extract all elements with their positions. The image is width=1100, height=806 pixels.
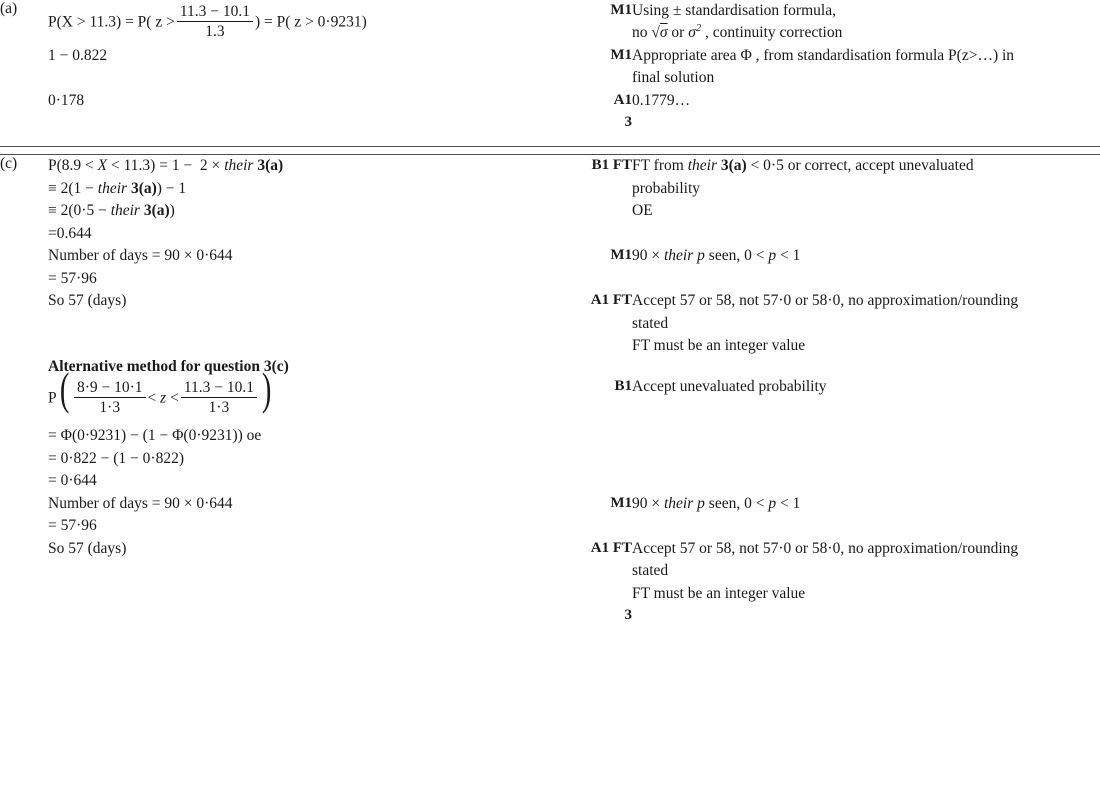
mark-total-cell [565, 605, 632, 639]
notes-cell [632, 538, 1100, 605]
mark-code: A1 FT [590, 292, 632, 309]
mark-cell [565, 290, 632, 357]
notes-cell-empty [632, 605, 1100, 639]
note-line: Appropriate area Φ , from standardisation formula P(z>…) in [632, 46, 1015, 64]
working-line: So 57 (days) [48, 292, 127, 310]
working-line: Number of days = 90 × 0·644 [48, 494, 233, 512]
mark-cell [565, 538, 632, 605]
working-line: =0.644 [48, 224, 92, 242]
fraction-denominator: 1.3 [205, 23, 225, 41]
part-label-a: (a) [0, 0, 18, 17]
notes-cell [632, 376, 1100, 493]
mark-code: A1 FT [590, 539, 632, 556]
fraction-denominator: 1·3 [99, 398, 121, 416]
working-line: = 0·822 − (1 − 0·822) [48, 449, 184, 467]
note-line: Accept unevaluated probability [632, 377, 827, 395]
note-line: Using ± standardisation formula, [632, 2, 836, 19]
notes-cell [632, 90, 1100, 112]
notes-cell [632, 245, 1100, 290]
separator-band [0, 146, 48, 155]
separator-mark [565, 146, 632, 155]
fraction-numerator: 8·9 − 10·1 [74, 379, 146, 398]
alternative-method-heading-cell [48, 358, 1100, 376]
alt-label-gap [0, 538, 48, 605]
mark-code: A1 [613, 91, 632, 108]
note-line: stated [632, 562, 669, 580]
working-line: = Φ(0·9231) − (1 − Φ(0·9231)) oe [48, 427, 262, 445]
table-row-total [0, 605, 1100, 639]
sqrt-sigma: √σ [651, 24, 668, 42]
notes-cell-empty [632, 112, 1100, 146]
working-line: ≡ 2(1 − their 3(a)) − 1 [48, 179, 187, 197]
note-line: FT must be an integer value [632, 584, 806, 602]
notes-cell [632, 155, 1100, 245]
mark-cell [565, 493, 632, 538]
separator-label-gap [0, 146, 48, 155]
mark-code: M1 [610, 494, 632, 511]
note-line: FT must be an integer value [632, 337, 806, 355]
table-row [0, 376, 1100, 493]
working-cell [48, 538, 565, 605]
note-line: 0.1779… [632, 91, 691, 109]
mark-code: M1 [610, 2, 632, 18]
note-line: final solution [632, 69, 715, 87]
working-line: 1 − 0.822 [48, 46, 108, 64]
note-line-sigma: no √σ or $\sigma^2$ , continuity correction [632, 23, 843, 42]
note-line: 90 × their p seen, 0 < p < 1 [632, 494, 801, 512]
mark-total: 3 [624, 607, 632, 624]
formula-suffix: ) = P( z > 0·9231) [255, 13, 367, 31]
sigma-squared: $\sigma^2$ [688, 23, 702, 42]
note-line: probability [632, 179, 701, 197]
alt-label-gap [0, 376, 48, 493]
notes-cell [632, 290, 1100, 357]
table-row [0, 90, 1100, 112]
working-line: So 57 (days) [48, 539, 127, 557]
table-row [0, 493, 1100, 538]
formula-prefix: P(X > 11.3) = P( z > [48, 13, 175, 31]
fraction-numerator: 11.3 − 10.1 [181, 379, 257, 398]
note-line: 90 × their p seen, 0 < p < 1 [632, 247, 801, 265]
mark-total: 3 [624, 114, 632, 131]
working-cell [48, 0, 565, 45]
working-cell [48, 290, 565, 357]
probability-symbol: P [48, 388, 57, 406]
working-line: P(8.9 < X < 11.3) = 1 − 2 × their 3(a) [48, 157, 284, 175]
table-row-total [0, 112, 1100, 146]
alternative-method-heading: Alternative method for question 3(c) [48, 357, 289, 375]
fraction-left [74, 379, 146, 417]
separator-band [565, 146, 632, 155]
notes-cell [632, 493, 1100, 538]
mark-cell [565, 245, 632, 290]
working-formula-alt: P( $\frac{8\cdot 9 - 10\cdot 1}{1\cdot 3}$ < z < $\frac{11.3 - 10.1}{1\cdot 3}$ ) [48, 362, 272, 416]
working-formula-a1 [48, 0, 565, 44]
mark-cell [565, 155, 632, 245]
table-row [0, 245, 1100, 290]
mark-code: B1 [614, 377, 632, 394]
table-row [0, 155, 1100, 245]
mark-cell [565, 90, 632, 112]
mark-code: B1 FT [591, 157, 632, 174]
working-line: = 0·644 [48, 472, 97, 490]
mark-code: M1 [610, 46, 632, 63]
separator-band [632, 146, 1100, 155]
table-row [0, 0, 1100, 45]
section-separator-row [0, 146, 1100, 155]
mark-cell [565, 45, 632, 90]
mark-cell [565, 376, 632, 493]
fraction-right [181, 379, 257, 417]
working-cell-empty [48, 605, 565, 639]
alt-label-gap [0, 493, 48, 538]
note-line: Accept 57 or 58, not 57·0 or 58·0, no approximation/rounding [632, 292, 1019, 310]
table-row [0, 290, 1100, 357]
working-line: Number of days = 90 × 0·644 [48, 247, 233, 265]
part-label-a-cell [0, 0, 48, 146]
table-row [0, 538, 1100, 605]
part-label-c-cell [0, 155, 48, 357]
mark-cell [565, 0, 632, 45]
inequality-middle: < z < [147, 388, 179, 406]
note-line: Accept 57 or 58, not 57·0 or 58·0, no approximation/rounding [632, 539, 1019, 557]
working-cell [48, 245, 565, 290]
mark-code: M1 [610, 247, 632, 264]
alternative-method-row [0, 358, 1100, 376]
table-row [0, 45, 1100, 90]
working-line: ≡ 2(0·5 − their 3(a)) [48, 202, 175, 220]
note-line: OE [632, 202, 653, 220]
fraction-numerator: 11.3 − 10.1 [177, 3, 253, 22]
working-cell-empty [48, 112, 565, 146]
working-line: = 57·96 [48, 269, 97, 287]
working-line: = 57·96 [48, 517, 97, 535]
notes-cell [632, 0, 1100, 45]
alt-label-gap [0, 358, 48, 376]
separator-work [48, 146, 565, 155]
mark-total-cell [565, 112, 632, 146]
working-cell [48, 45, 565, 90]
working-cell [48, 493, 565, 538]
working-line: 0·178 [48, 91, 85, 109]
working-cell [48, 155, 565, 245]
notes-cell [632, 45, 1100, 90]
note-line: stated [632, 314, 669, 332]
alt-label-gap [0, 605, 48, 639]
part-label-c: (c) [0, 155, 18, 173]
fraction [177, 3, 253, 41]
separator-note [632, 146, 1100, 155]
separator-band [48, 146, 565, 155]
note-line: FT from their 3(a) < 0·5 or correct, accept unevaluated [632, 157, 974, 175]
fraction-denominator: 1·3 [208, 398, 230, 416]
working-cell [48, 90, 565, 112]
